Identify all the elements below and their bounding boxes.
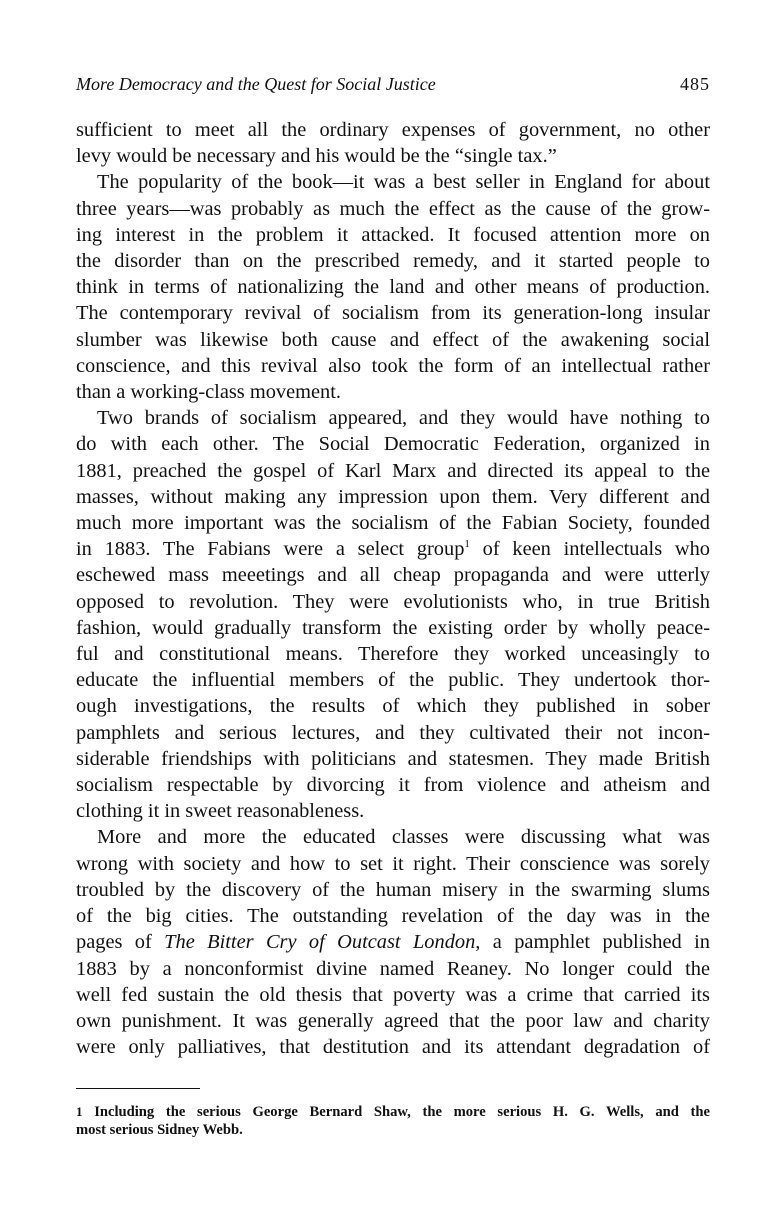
text-line: own punishment. It was generally agreed that the poor law and charity [76,1009,710,1032]
text-line: eschewed mass meeetings and all cheap propaganda and were utterly [76,564,710,587]
text-line: clothing it in sweet reasonableness. [76,800,365,823]
text-line: masses, without making any impression upon them. Very different and [76,485,710,508]
running-title: More Democracy and the Quest for Social Justice [76,74,436,94]
text-fragment: of keen intellectuals who [482,538,710,561]
text-line: educate the influential members of the public. They undertook thor- [76,669,710,692]
text-line: much more important was the socialism of the Fabian Society, founded [76,512,710,535]
text-line: 1883 by a nonconformist divine named Reaney. No longer could the [76,957,710,980]
page-number: 485 [680,74,710,94]
footnote-text: Including the serious George Bernard Shaw, the more serious H. G. Wells, and the [94,1104,710,1121]
text-line: ing interest in the problem it attacked. It focused attention more on [76,223,710,246]
text-line: three years—was probably as much the effect as the cause of the grow- [76,197,710,220]
running-head [76,74,710,95]
book-page [76,74,710,1139]
footnote [76,1103,710,1139]
text-fragment: pages of [76,931,165,954]
text-line: ough investigations, the results of which they published in sober [76,695,710,718]
footnote-number: 1 [76,1104,83,1120]
text-line: sufficient to meet all the ordinary expenses of government, no other [76,119,710,141]
footnote-line: most serious Sidney Webb. [76,1122,243,1139]
text-line-with-title [76,929,710,955]
text-line: levy would be necessary and his would be the “single tax.” [76,145,557,168]
text-line: The contemporary revival of socialism from its generation-long insular [76,302,710,325]
text-line: conscience, and this revival also took the form of an intellectual rather [76,354,710,377]
text-line-with-footnote-ref [76,536,710,562]
text-line: siderable friendships with politicians and statesmen. They made British [76,747,710,770]
text-fragment: a pamphlet published in [480,931,710,954]
text-line: do with each other. The Social Democratic Federation, organized in [76,433,710,456]
text-line: pamphlets and serious lectures, and they cultivated their not incon- [76,721,710,744]
text-line: of the big cities. The outstanding revelation of the day was in the [76,905,710,928]
text-line: well fed sustain the old thesis that poverty was a crime that carried its [76,983,710,1006]
pamphlet-title: The Bitter Cry of Outcast London, [164,931,481,954]
body-text [76,117,710,1060]
text-fragment: in 1883. The Fabians were a select group [76,538,465,561]
footnote-divider [76,1088,200,1089]
text-line: wrong with society and how to set it right. Their conscience was sorely [76,852,710,875]
footnote-line [76,1103,710,1121]
text-line: slumber was likewise both cause and effect of the awakening social [76,328,710,351]
paragraph-start-line: Two brands of socialism appeared, and they would have nothing to [97,407,710,430]
text-line: troubled by the discovery of the human misery in the swarming slums [76,878,710,901]
text-line: fashion, would gradually transform the existing order by wholly peace- [76,616,710,639]
footnote-reference: 1 [464,538,470,551]
text-line: think in terms of nationalizing the land and other means of production. [76,276,710,299]
paragraph-start-line: More and more the educated classes were discussing what was [97,826,710,849]
text-line: socialism respectable by divorcing it from violence and atheism and [76,774,710,797]
text-line: the disorder than on the prescribed remedy, and it started people to [76,250,710,273]
text-line: than a working-class movement. [76,381,342,404]
text-line: 1881, preached the gospel of Karl Marx and directed its appeal to the [76,459,710,482]
text-line: were only palliatives, that destitution and its attendant degradation of [76,1036,710,1059]
text-line: ful and constitutional means. Therefore they worked unceasingly to [76,643,710,666]
paragraph-start-line: The popularity of the book—it was a best seller in England for about [97,171,710,194]
text-line: opposed to revolution. They were evolutionists who, in true British [76,590,710,613]
